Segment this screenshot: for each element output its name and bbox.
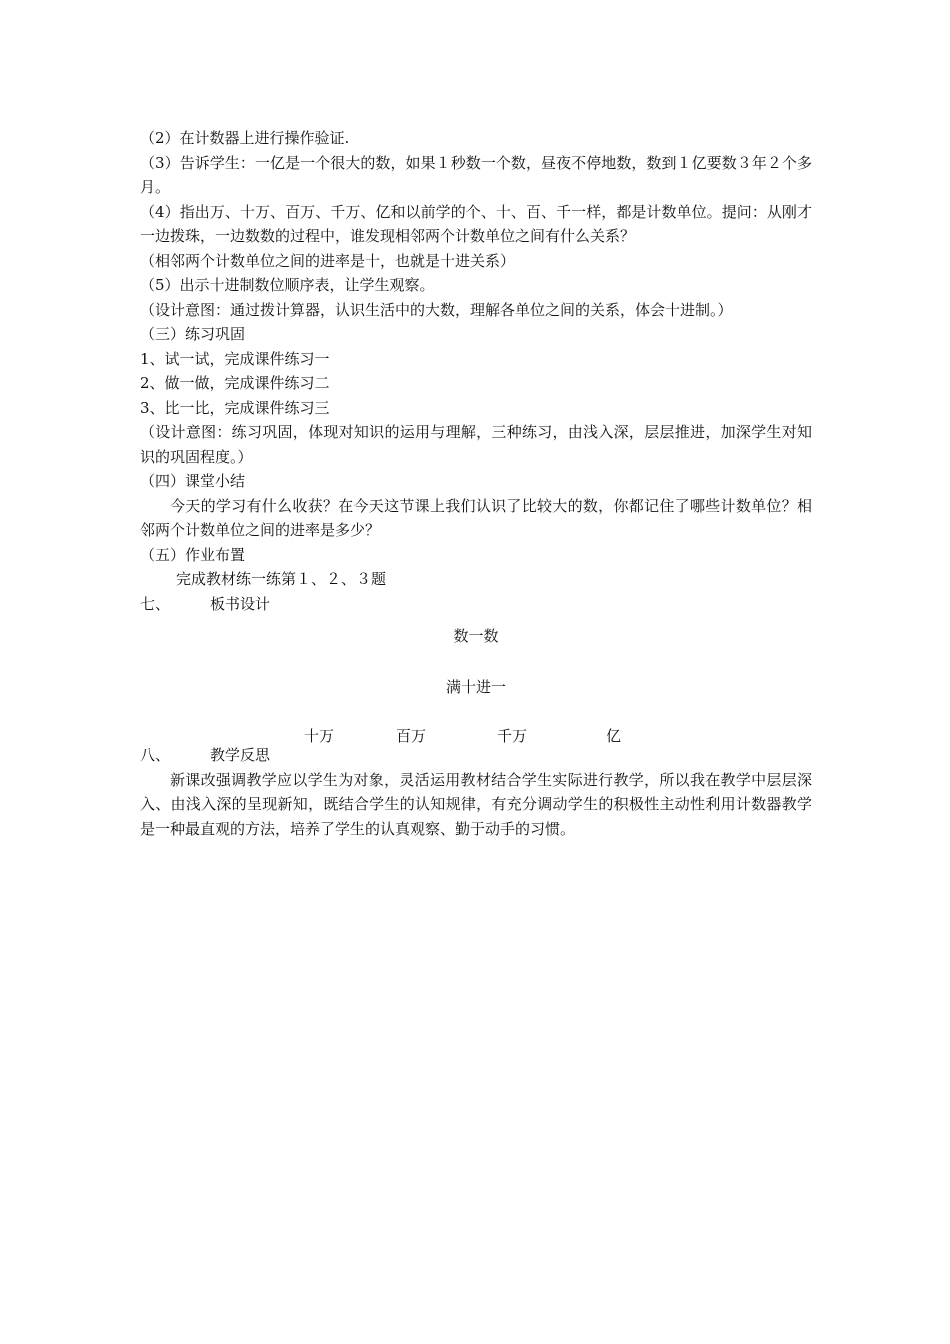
design-intent-2: （设计意图：练习巩固，体现对知识的运用与理解，三种练习，由浅入深，层层推进，加深学生对知识的巩固程度。）	[140, 423, 812, 466]
homework-text: 完成教材练一练第１、２、３题	[176, 570, 387, 588]
practice-heading: （三）练习巩固	[140, 325, 246, 343]
board-unit-qianwan: 千万	[497, 727, 528, 745]
section-seven-title: 板书设计	[210, 594, 271, 613]
section-eight-heading	[140, 743, 812, 768]
board-subtitle: 满十进一	[445, 678, 506, 696]
board-unit-baiwan: 百万	[396, 727, 427, 745]
practice-item-2: 2、做一做，完成课件练习二	[140, 374, 330, 392]
summary-heading: （四）课堂小结	[140, 472, 246, 490]
section-eight-title: 教学反思	[210, 746, 271, 764]
design-intent-1: （设计意图：通过拨计算器，认识生活中的大数，理解各单位之间的关系，体会十进制。）	[140, 300, 733, 319]
section-seven-number: 七、	[140, 594, 171, 613]
summary-paragraph: 今天的学习有什么收获？在今天这节课上我们认识了比较大的数，你都记住了哪些计数单位？相邻两个计数单位之间的进率是多少？	[140, 496, 812, 539]
practice-item-3: 3、比一比，完成课件练习三	[140, 398, 330, 417]
step-4-answer-line: （相邻两个计数单位之间的进率是十，也就是十进关系）	[140, 251, 516, 270]
reflection-paragraph: 新课改强调教学应以学生为对象，灵活运用教材结合学生实际进行教学，所以我在教学中层层深入、由浅入深的呈现新知，既结合学生的认知规律，有充分调动学生的积极性主动性利用计数器教学是一种最直观的方法，培养了学生的认真观察、勤于动手的习惯。	[140, 770, 812, 838]
step-4-paragraph: （4）指出万、十万、百万、千万、亿和以前学的个、十、百、千一样，都是计数单位。提问：从刚才一边拨珠，一边数数的过程中，谁发现相邻两个计数单位之间有什么关系？	[140, 202, 812, 245]
step-2-line: （2）在计数器上进行操作验证.	[140, 129, 350, 147]
section-eight-number: 八、	[140, 746, 171, 764]
board-unit-shiwan: 十万	[304, 727, 335, 745]
section-seven-heading	[140, 592, 812, 617]
board-unit-yi: 亿	[606, 727, 622, 745]
practice-item-1: 1、试一试，完成课件练习一	[140, 349, 330, 368]
blackboard-design	[140, 616, 812, 743]
step-5-line: （5）出示十进制数位顺序表，让学生观察。	[140, 276, 435, 294]
step-3-paragraph: （3）告诉学生：一亿是一个很大的数，如果１秒数一个数，昼夜不停地数，数到１亿要数３年２个多月。	[140, 153, 812, 196]
document-content	[140, 126, 812, 841]
homework-heading: （五）作业布置	[140, 545, 246, 564]
board-title: 数一数	[453, 627, 499, 645]
